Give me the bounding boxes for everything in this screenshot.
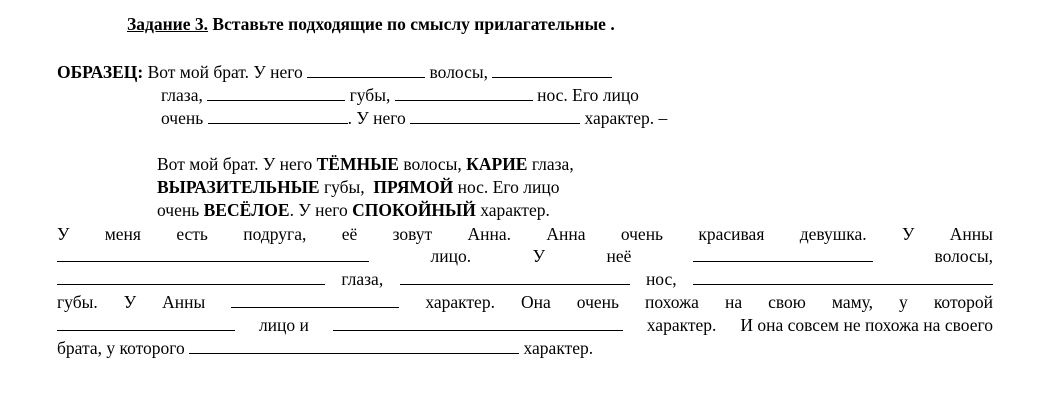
answer-text: Вот мой брат. У него	[157, 154, 317, 174]
exercise-word: неё	[606, 246, 632, 266]
exercise-word: Она	[520, 292, 551, 312]
exercise-word: меня	[104, 224, 141, 244]
answer-text: волосы,	[398, 154, 467, 174]
blank-line	[492, 63, 612, 78]
exercise-word: свою	[768, 292, 806, 312]
exercise-word: маму,	[831, 292, 874, 312]
sample-line-3	[161, 108, 667, 128]
exercise-word: У	[57, 224, 70, 244]
blank-line	[410, 109, 580, 124]
answer-text: очень	[157, 200, 204, 220]
answer-line-1	[157, 154, 574, 174]
exercise-row-3	[57, 269, 993, 289]
exercise-row-2	[57, 246, 993, 266]
exercise-word: нос,	[645, 269, 677, 289]
blank-line	[400, 270, 630, 285]
exercise-word: девушка.	[799, 224, 867, 244]
exercise-row-6	[57, 338, 593, 358]
sample-text: . У него	[347, 108, 411, 128]
sample-text: волосы,	[425, 62, 493, 82]
exercise-word: похожа	[645, 292, 699, 312]
blank-line	[207, 86, 345, 101]
answer-word: КАРИЕ	[466, 154, 528, 174]
task-title	[127, 14, 615, 34]
exercise-row-1	[57, 224, 993, 244]
exercise-word: У	[532, 246, 546, 266]
exercise-word: характер.	[646, 315, 717, 335]
exercise-word: очень	[576, 292, 619, 312]
exercise-word: лицо.	[430, 246, 472, 266]
sample-line-2	[161, 85, 639, 105]
answer-word: ТЁМНЫЕ	[316, 154, 399, 174]
exercise-word: Анны	[162, 292, 206, 312]
sample-text: губы,	[345, 85, 395, 105]
exercise-word: глаза,	[341, 269, 384, 289]
answer-word: ВЫРАЗИТЕЛЬНЫЕ	[157, 177, 320, 197]
answer-text: . У него	[289, 200, 353, 220]
sample-line-1	[57, 62, 612, 82]
blank-line	[231, 293, 399, 308]
answer-text: характер.	[475, 200, 550, 220]
sample-text: Вот мой брат. У него	[143, 62, 308, 82]
answer-word: ВЕСЁЛОЕ	[203, 200, 290, 220]
exercise-word: её	[341, 224, 358, 244]
sample-label: ОБРАЗЕЦ:	[57, 62, 144, 82]
exercise-word: лицо и	[258, 315, 309, 335]
answer-text: нос. Его лицо	[453, 177, 560, 197]
exercise-word: Анны	[949, 224, 993, 244]
exercise-word: очень	[620, 224, 664, 244]
blank-line	[208, 109, 348, 124]
exercise-word: зовут	[392, 224, 433, 244]
exercise-word: характер.	[425, 292, 495, 312]
blank-line	[693, 270, 993, 285]
answer-word: ПРЯМОЙ	[373, 177, 454, 197]
answer-line-3	[157, 200, 550, 220]
exercise-word: Анна	[546, 224, 586, 244]
exercise-word: красивая	[698, 224, 765, 244]
exercise-word: губы.	[57, 292, 98, 312]
exercise-word: волосы,	[934, 246, 993, 266]
exercise-word: И она совсем не похожа на своего	[740, 315, 993, 335]
blank-line	[307, 63, 425, 78]
exercise-word: подруга,	[243, 224, 307, 244]
sample-text: нос. Его лицо	[532, 85, 639, 105]
exercise-word: характер.	[523, 338, 594, 358]
task-label: Задание 3.	[127, 14, 209, 34]
blank-line	[57, 247, 369, 262]
blank-line	[189, 339, 519, 354]
blank-line	[57, 270, 325, 285]
exercise-row-5	[57, 315, 993, 335]
blank-line	[693, 247, 873, 262]
exercise-word: Анна.	[467, 224, 512, 244]
task-instruction: Вставьте подходящие по смыслу прилагательные .	[208, 14, 615, 34]
blank-line	[57, 316, 235, 331]
answer-word: СПОКОЙНЫЙ	[352, 200, 476, 220]
exercise-word: на	[724, 292, 743, 312]
exercise-word: брата, у которого	[57, 338, 185, 358]
sample-text: глаза,	[161, 85, 208, 105]
blank-line	[395, 86, 533, 101]
exercise-row-4	[57, 292, 993, 312]
sample-text: характер. –	[580, 108, 668, 128]
exercise-word: у	[899, 292, 908, 312]
exercise-word: У	[902, 224, 915, 244]
blank-line	[333, 316, 623, 331]
answer-text: губы,	[319, 177, 374, 197]
answer-text: глаза,	[527, 154, 574, 174]
sample-text: очень	[161, 108, 208, 128]
exercise-word: которой	[933, 292, 993, 312]
answer-line-2	[157, 177, 559, 197]
exercise-word: есть	[176, 224, 208, 244]
exercise-word: У	[123, 292, 137, 312]
